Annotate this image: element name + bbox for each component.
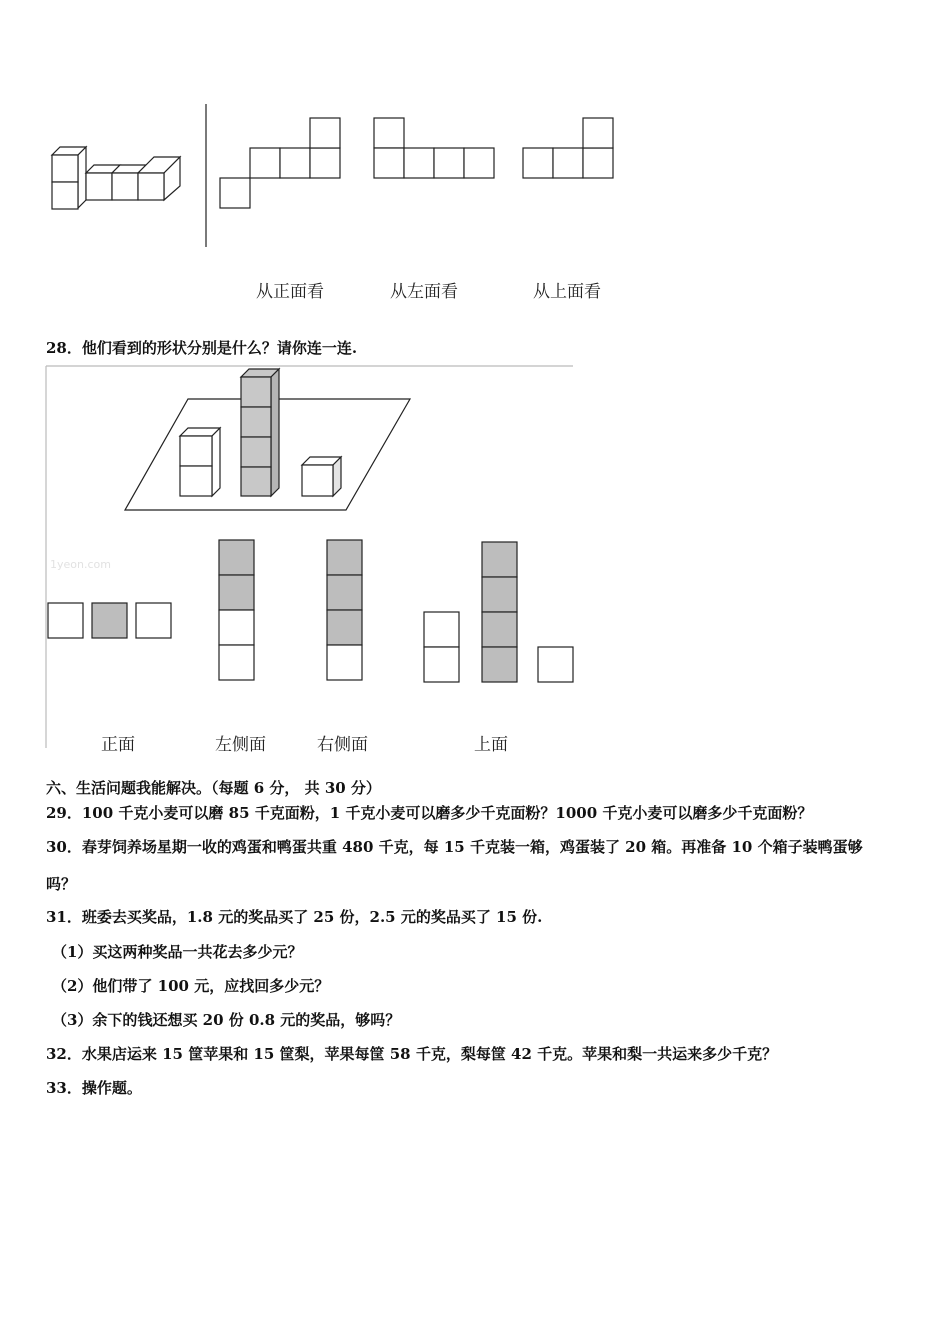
question-31: 31．班委去买奖品，1.8 元的奖品买了 25 份，2.5 元的奖品买了 15 份.: [46, 908, 543, 926]
view-shape-c: [523, 118, 613, 178]
white-two-stack: [180, 428, 220, 496]
cube-views-figure: [0, 360, 950, 760]
question-33: 33．操作题。: [46, 1079, 142, 1097]
question-30-cont: 吗？: [46, 875, 77, 893]
cube-row: [86, 157, 180, 200]
view-shape-a: [220, 118, 340, 208]
gray-four-stack: [241, 369, 279, 496]
question-31-part-1: （1）买这两种奖品一共花去多少元？: [52, 943, 303, 961]
section-6-title: 六、生活问题我能解决。（每题 6 分， 共 30 分）: [46, 779, 381, 797]
view-label-left: 从左面看: [390, 282, 458, 302]
top-view-shape: [424, 542, 573, 682]
view-label-front: 从正面看: [256, 282, 324, 302]
view-shape-b: [374, 118, 494, 178]
question-32: 32．水果店运来 15 筐苹果和 15 筐梨，苹果每筐 58 千克，梨每筐 42 千克。苹果和梨一共运来多少千克？: [46, 1045, 778, 1063]
cube-stack-left: [52, 147, 86, 209]
watermark: 1yeon.com: [50, 558, 111, 571]
question-28-text: 28．他们看到的形状分别是什么？请你连一连.: [46, 339, 358, 357]
question-30: 30．春芽饲养场星期一收的鸡蛋和鸭蛋共重 480 千克，每 15 千克装一箱，鸡蛋装了 20 箱。再准备 10 个箱子装鸭蛋够: [46, 838, 863, 856]
label-right-side: 右侧面: [317, 735, 368, 755]
question-31-part-3: （3）余下的钱还想买 20 份 0.8 元的奖品，够吗？: [52, 1011, 401, 1029]
question-29: 29．100 千克小麦可以磨 85 千克面粉，1 千克小麦可以磨多少千克面粉？1000 千克小麦可以磨多少千克面粉？: [46, 804, 813, 822]
label-front: 正面: [101, 735, 135, 755]
white-single-cube: [302, 457, 341, 496]
front-view-shape: [48, 603, 171, 638]
left-side-view-shape: [219, 540, 254, 680]
label-left-side: 左侧面: [215, 735, 266, 755]
right-side-view-shape: [327, 540, 362, 680]
cube-solid-figure: [0, 0, 950, 260]
question-31-part-2: （2）他们带了 100 元，应找回多少元？: [52, 977, 330, 995]
label-top: 上面: [474, 735, 508, 755]
view-label-top: 从上面看: [533, 282, 601, 302]
